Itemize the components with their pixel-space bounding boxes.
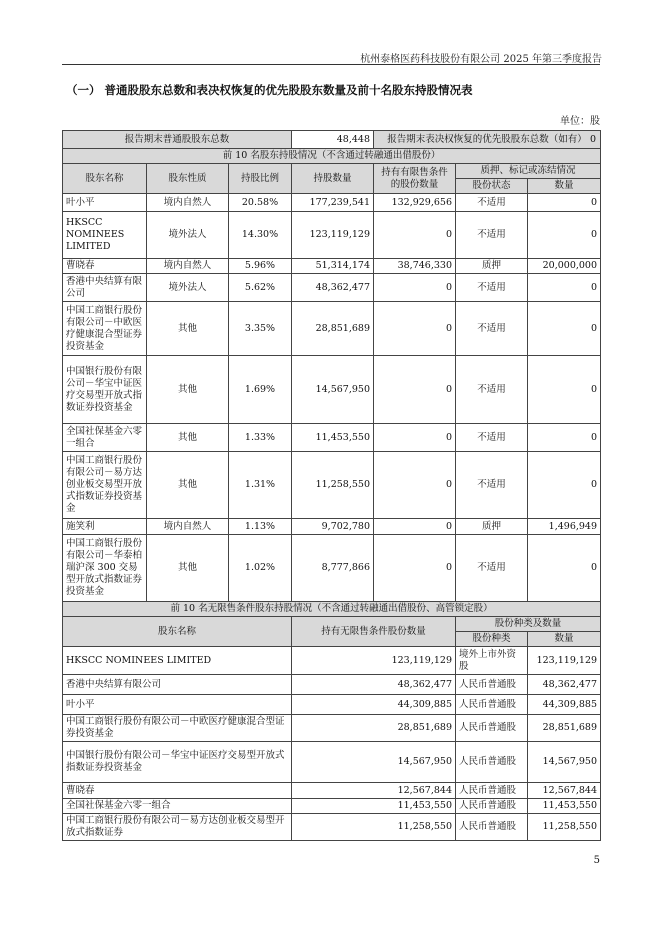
u-holder-name: HKSCC NOMINEES LIMITED — [63, 647, 292, 675]
holder-name: 中国工商银行股份有限公司－华泰柏瑞沪深 300 交易型开放式指数证券投资基金 — [63, 535, 147, 602]
holder-nature: 其他 — [147, 452, 229, 519]
unrestricted-band — [63, 602, 601, 617]
top10-row — [63, 452, 601, 519]
u-holder-name: 全国社保基金六零一组合 — [63, 799, 292, 814]
ucol-header-type-group: 股份种类及数量 — [456, 617, 601, 632]
u-holding-qty: 11,258,550 — [292, 814, 456, 841]
u-holding-qty: 48,362,477 — [292, 675, 456, 695]
ucol-header-name: 股东名称 — [63, 617, 292, 647]
preferred-holders-value: 0 — [589, 134, 597, 145]
col-header-name: 股东名称 — [63, 164, 147, 194]
common-holders-value: 48,448 — [292, 131, 374, 149]
col-header-pledge-status: 股份状态 — [456, 179, 528, 194]
unrestricted-row — [63, 742, 601, 783]
restricted-qty: 0 — [374, 274, 456, 302]
u-holder-name: 中国工商银行股份有限公司－中欧医疗健康混合型证券投资基金 — [63, 715, 292, 742]
u-share-type: 人民币普通股 — [456, 783, 528, 799]
ucol-header-count: 数量 — [528, 632, 601, 647]
pledge-status: 不适用 — [456, 452, 528, 519]
restricted-qty: 132,929,656 — [374, 194, 456, 212]
holder-name: HKSCC NOMINEES LIMITED — [63, 212, 147, 259]
pledge-status: 不适用 — [456, 274, 528, 302]
preferred-holders-label: 报告期末表决权恢复的优先股股东总数（如有） — [387, 133, 587, 145]
holding-ratio: 20.58% — [229, 194, 292, 212]
header-rule — [62, 64, 600, 65]
col-header-qty: 持股数量 — [292, 164, 374, 194]
holding-qty: 14,567,950 — [292, 356, 374, 424]
holding-qty: 51,314,174 — [292, 259, 374, 274]
pledge-status: 质押 — [456, 519, 528, 535]
top10-row — [63, 259, 601, 274]
ucol-header-type: 股份种类 — [456, 632, 528, 647]
holding-ratio: 1.69% — [229, 356, 292, 424]
pledge-status: 不适用 — [456, 424, 528, 452]
top10-row — [63, 519, 601, 535]
holding-qty: 123,119,129 — [292, 212, 374, 259]
col-header-ratio: 持股比例 — [229, 164, 292, 194]
unrestricted-row — [63, 814, 601, 841]
pledge-status: 不适用 — [456, 302, 528, 356]
unrestricted-row — [63, 799, 601, 814]
u-share-count: 11,453,550 — [528, 799, 601, 814]
pledge-qty: 1,496,949 — [528, 519, 601, 535]
pledge-qty: 0 — [528, 212, 601, 259]
top10-row — [63, 356, 601, 424]
page-number: 5 — [593, 855, 600, 866]
holding-qty: 28,851,689 — [292, 302, 374, 356]
holder-name: 曹晓春 — [63, 259, 147, 274]
col-header-pledge-group: 质押、标记或冻结情况 — [456, 164, 601, 179]
holding-qty: 11,258,550 — [292, 452, 374, 519]
top10-row — [63, 274, 601, 302]
top10-band-title: 前 10 名股东持股情况（不含通过转融通出借股份） — [63, 149, 601, 164]
pledge-status: 不适用 — [456, 212, 528, 259]
pledge-status: 不适用 — [456, 194, 528, 212]
u-share-type: 人民币普通股 — [456, 715, 528, 742]
top10-row — [63, 424, 601, 452]
unrestricted-row — [63, 675, 601, 695]
pledge-status: 质押 — [456, 259, 528, 274]
holding-ratio: 1.13% — [229, 519, 292, 535]
u-holder-name: 中国银行股份有限公司－华宝中证医疗交易型开放式指数证券投资基金 — [63, 742, 292, 783]
report-header: 杭州泰格医药科技股份有限公司 2025 年第三季度报告 — [360, 54, 602, 65]
pledge-qty: 0 — [528, 424, 601, 452]
holder-nature: 其他 — [147, 535, 229, 602]
unrestricted-row — [63, 695, 601, 715]
summary-row — [63, 131, 601, 149]
holder-nature: 其他 — [147, 424, 229, 452]
pledge-qty: 0 — [528, 302, 601, 356]
u-holder-name: 叶小平 — [63, 695, 292, 715]
restricted-qty: 0 — [374, 452, 456, 519]
u-share-count: 44,309,885 — [528, 695, 601, 715]
u-share-type: 人民币普通股 — [456, 675, 528, 695]
unrestricted-band-title: 前 10 名无限售条件股东持股情况（不含通过转融通出借股份、高管锁定股） — [63, 602, 601, 617]
holding-qty: 48,362,477 — [292, 274, 374, 302]
u-share-count: 123,119,129 — [528, 647, 601, 675]
u-share-type: 人民币普通股 — [456, 695, 528, 715]
restricted-qty: 0 — [374, 535, 456, 602]
holder-nature: 其他 — [147, 302, 229, 356]
restricted-qty: 0 — [374, 356, 456, 424]
restricted-qty: 0 — [374, 424, 456, 452]
restricted-qty: 0 — [374, 519, 456, 535]
top10-row — [63, 535, 601, 602]
u-holder-name: 中国工商银行股份有限公司－易方达创业板交易型开放式指数证券 — [63, 814, 292, 841]
u-holder-name: 曹晓春 — [63, 783, 292, 799]
u-share-type: 人民币普通股 — [456, 814, 528, 841]
unrestricted-header-row — [63, 617, 601, 632]
holding-qty: 11,453,550 — [292, 424, 374, 452]
holder-name: 中国银行股份有限公司－华宝中证医疗交易型开放式指数证券投资基金 — [63, 356, 147, 424]
restricted-qty: 38,746,330 — [374, 259, 456, 274]
holder-nature: 境内自然人 — [147, 259, 229, 274]
pledge-qty: 0 — [528, 274, 601, 302]
top10-header-row — [63, 164, 601, 179]
holder-nature: 境外法人 — [147, 212, 229, 259]
unrestricted-row — [63, 647, 601, 675]
section-title: （一） 普通股股东总数和表决权恢复的优先股股东数量及前十名股东持股情况表 — [66, 83, 473, 97]
holder-name: 全国社保基金六零一组合 — [63, 424, 147, 452]
holder-nature: 其他 — [147, 356, 229, 424]
u-holding-qty: 12,567,844 — [292, 783, 456, 799]
holder-name: 中国工商银行股份有限公司－中欧医疗健康混合型证券投资基金 — [63, 302, 147, 356]
holder-name: 叶小平 — [63, 194, 147, 212]
holder-name: 中国工商银行股份有限公司－易方达创业板交易型开放式指数证券投资基金 — [63, 452, 147, 519]
holding-ratio: 5.62% — [229, 274, 292, 302]
unrestricted-row — [63, 783, 601, 799]
top10-band — [63, 149, 601, 164]
u-share-count: 14,567,950 — [528, 742, 601, 783]
col-header-pledge-qty: 数量 — [528, 179, 601, 194]
holding-ratio: 14.30% — [229, 212, 292, 259]
restricted-qty: 0 — [374, 302, 456, 356]
top10-row — [63, 302, 601, 356]
holder-nature: 境内自然人 — [147, 519, 229, 535]
holding-ratio: 1.33% — [229, 424, 292, 452]
u-share-type: 人民币普通股 — [456, 799, 528, 814]
u-share-count: 28,851,689 — [528, 715, 601, 742]
pledge-qty: 0 — [528, 356, 601, 424]
top10-row — [63, 212, 601, 259]
pledge-status: 不适用 — [456, 535, 528, 602]
u-share-type: 境外上市外资股 — [456, 647, 528, 675]
common-holders-label: 报告期末普通股股东总数 — [63, 131, 292, 149]
unrestricted-row — [63, 715, 601, 742]
top10-row — [63, 194, 601, 212]
holder-nature: 境外法人 — [147, 274, 229, 302]
holding-ratio: 1.31% — [229, 452, 292, 519]
u-holding-qty: 11,453,550 — [292, 799, 456, 814]
holder-name: 施笑利 — [63, 519, 147, 535]
pledge-qty: 0 — [528, 535, 601, 602]
holding-ratio: 1.02% — [229, 535, 292, 602]
holder-nature: 境内自然人 — [147, 194, 229, 212]
u-share-count: 12,567,844 — [528, 783, 601, 799]
shareholder-table-body — [63, 131, 601, 841]
preferred-holders-cell — [374, 131, 601, 149]
u-share-count: 48,362,477 — [528, 675, 601, 695]
u-share-type: 人民币普通股 — [456, 742, 528, 783]
holding-qty: 9,702,780 — [292, 519, 374, 535]
u-holding-qty: 44,309,885 — [292, 695, 456, 715]
ucol-header-qty: 持有无限售条件股份数量 — [292, 617, 456, 647]
pledge-status: 不适用 — [456, 356, 528, 424]
u-holder-name: 香港中央结算有限公司 — [63, 675, 292, 695]
holding-ratio: 3.35% — [229, 302, 292, 356]
pledge-qty: 0 — [528, 194, 601, 212]
holding-ratio: 5.96% — [229, 259, 292, 274]
u-holding-qty: 14,567,950 — [292, 742, 456, 783]
restricted-qty: 0 — [374, 212, 456, 259]
holding-qty: 8,777,866 — [292, 535, 374, 602]
pledge-qty: 20,000,000 — [528, 259, 601, 274]
holding-qty: 177,239,541 — [292, 194, 374, 212]
shareholder-table — [62, 130, 601, 841]
unit-label: 单位：股 — [560, 116, 600, 127]
u-holding-qty: 123,119,129 — [292, 647, 456, 675]
col-header-restricted: 持有有限售条件的股份数量 — [374, 164, 456, 194]
col-header-nature: 股东性质 — [147, 164, 229, 194]
holder-name: 香港中央结算有限公司 — [63, 274, 147, 302]
pledge-qty: 0 — [528, 452, 601, 519]
u-holding-qty: 28,851,689 — [292, 715, 456, 742]
u-share-count: 11,258,550 — [528, 814, 601, 841]
